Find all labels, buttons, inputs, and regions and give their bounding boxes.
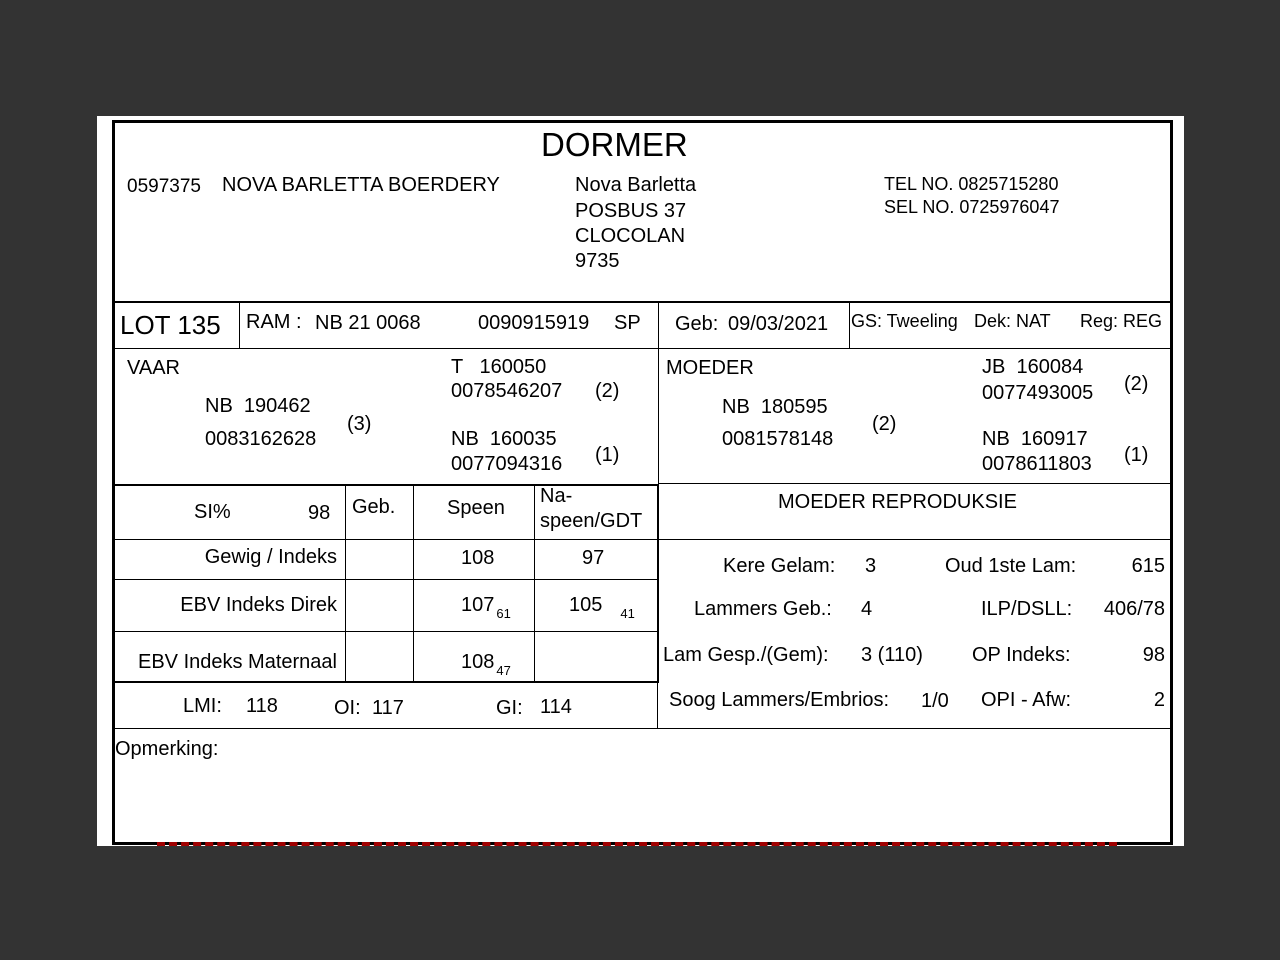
moeder-label: MOEDER — [666, 357, 754, 379]
lot-row-top-line — [112, 301, 1173, 303]
ram-divider — [658, 303, 659, 348]
reproduction-top-line — [658, 483, 1173, 484]
ram-registration: 0090915919 — [478, 312, 590, 334]
oi-label: OI: — [334, 697, 361, 719]
vaar-id: NB 190462 — [205, 395, 311, 417]
ram-class: SP — [614, 312, 641, 334]
row-maternaal-speen — [461, 651, 511, 678]
si-label: SI% — [194, 501, 231, 523]
birth-date-label: Geb: — [675, 313, 719, 335]
lot-card — [97, 116, 1184, 846]
pedigree-divider — [658, 348, 659, 483]
dek-value: Dek: NAT — [974, 311, 1051, 331]
soog-label: Soog Lammers/Embrios: — [669, 689, 890, 711]
row-gewig-speen: 108 — [461, 547, 495, 569]
op-value: 98 — [1142, 644, 1165, 666]
vaar-label: VAAR — [127, 357, 180, 379]
birth-date: 09/03/2021 — [728, 313, 829, 335]
row-direk-speen-accuracy: 61 — [496, 606, 511, 621]
header-geb: Geb. — [352, 496, 396, 518]
vaar-sire-id: T 160050 — [451, 356, 547, 378]
lammers-value: 4 — [861, 598, 873, 620]
moeder-sire-reg: 0077493005 — [982, 382, 1094, 404]
ram-label: RAM : — [246, 311, 302, 333]
gi-value: 114 — [540, 696, 572, 718]
header-naspeen: Na- speen/GDT — [540, 485, 643, 532]
moeder-id: NB 180595 — [722, 396, 828, 418]
address-line-4: 9735 — [575, 250, 620, 272]
row-maternaal-speen-accuracy: 47 — [496, 663, 511, 678]
vaar-dam-id: NB 160035 — [451, 428, 557, 450]
gs-value: GS: Tweeling — [851, 311, 958, 331]
moeder-reg: 0081578148 — [722, 428, 834, 450]
row-direk-label: EBV Indeks Direk — [180, 594, 337, 616]
si-value: 98 — [308, 502, 331, 524]
moeder-dam-id: NB 160917 — [982, 428, 1088, 450]
moeder-dam-mark: (1) — [1124, 444, 1149, 466]
oud-label: Oud 1ste Lam: — [945, 555, 1077, 577]
opi-value: 2 — [1153, 689, 1165, 711]
header-speen: Speen — [447, 497, 505, 519]
performance-bottom-line — [112, 681, 659, 683]
tel-number: TEL NO. 0825715280 — [884, 174, 1059, 194]
address-line-1: Nova Barletta — [575, 174, 697, 196]
vaar-dam-reg: 0077094316 — [451, 453, 563, 475]
ram-id: NB 21 0068 — [315, 312, 421, 334]
lmi-label: LMI: — [183, 695, 222, 717]
moeder-dam-reg: 0078611803 — [982, 453, 1092, 475]
ilp-value: 406/78 — [1103, 598, 1165, 620]
oi-value: 117 — [372, 697, 404, 719]
breed-title: DORMER — [541, 126, 688, 163]
lammers-label: Lammers Geb.: — [694, 598, 832, 620]
row-direk-speen-value: 107 — [461, 594, 495, 616]
frame-top-border — [112, 120, 1173, 123]
sel-number: SEL NO. 0725976047 — [884, 197, 1060, 217]
index-row-bottom-line — [112, 728, 1173, 729]
row-direk-speen — [461, 594, 511, 621]
frame-right-border — [1170, 120, 1173, 843]
address-line-3: CLOCOLAN — [575, 225, 686, 247]
kere-value: 3 — [865, 555, 877, 577]
vaar-mark: (3) — [347, 413, 372, 435]
performance-row-line-2 — [112, 631, 658, 632]
oud-value: 615 — [1131, 555, 1165, 577]
lot-divider — [239, 303, 240, 348]
performance-row-line-1 — [112, 579, 658, 580]
vaar-sire-reg: 0078546207 — [451, 380, 563, 402]
lmi-value: 118 — [246, 695, 278, 717]
moeder-sire-mark: (2) — [1124, 373, 1149, 395]
performance-col-line-1 — [345, 485, 346, 682]
vaar-sire-mark: (2) — [595, 380, 620, 402]
index-row-divider — [657, 682, 658, 729]
row-maternaal-label: EBV Indeks Maternaal — [138, 651, 337, 673]
moeder-mark: (2) — [872, 413, 897, 435]
breeder-name: NOVA BARLETTA BOERDERY — [222, 174, 500, 196]
clipped-red-text — [157, 842, 1117, 846]
ilp-label: ILP/DSLL: — [981, 598, 1073, 620]
gi-label: GI: — [496, 697, 523, 719]
gesp-value: 3 (110) — [861, 644, 923, 666]
performance-header-line — [112, 539, 1173, 540]
row-gewig-naspeen: 97 — [582, 547, 605, 569]
row-gewig-label: Gewig / Indeks — [204, 546, 337, 568]
op-label: OP Indeks: — [972, 644, 1071, 666]
reproduction-title: MOEDER REPRODUKSIE — [778, 491, 1017, 513]
performance-col-line-2 — [413, 485, 414, 682]
kere-label: Kere Gelam: — [723, 555, 836, 577]
address-line-2: POSBUS 37 — [575, 200, 687, 222]
opi-label: OPI - Afw: — [981, 689, 1072, 711]
row-direk-naspeen-value: 105 — [569, 594, 603, 616]
row-maternaal-speen-value: 108 — [461, 651, 495, 673]
row-direk-naspeen-accuracy: 41 — [620, 606, 635, 621]
performance-col-line-3 — [534, 485, 535, 682]
moeder-sire-id: JB 160084 — [982, 356, 1084, 378]
frame-left-border — [112, 120, 115, 843]
reg-value: Reg: REG — [1080, 311, 1163, 331]
vaar-dam-mark: (1) — [595, 444, 620, 466]
lot-row-bottom-line — [112, 348, 1173, 349]
performance-right-line — [657, 484, 659, 683]
vaar-reg: 0083162628 — [205, 428, 317, 450]
breeder-code: 0597375 — [127, 176, 201, 197]
remarks-label: Opmerking: — [115, 738, 219, 760]
row-direk-naspeen — [569, 594, 635, 621]
lot-number: LOT 135 — [120, 310, 221, 340]
geb-divider — [849, 303, 850, 348]
gesp-label: Lam Gesp./(Gem): — [663, 644, 829, 666]
soog-value: 1/0 — [921, 690, 949, 712]
